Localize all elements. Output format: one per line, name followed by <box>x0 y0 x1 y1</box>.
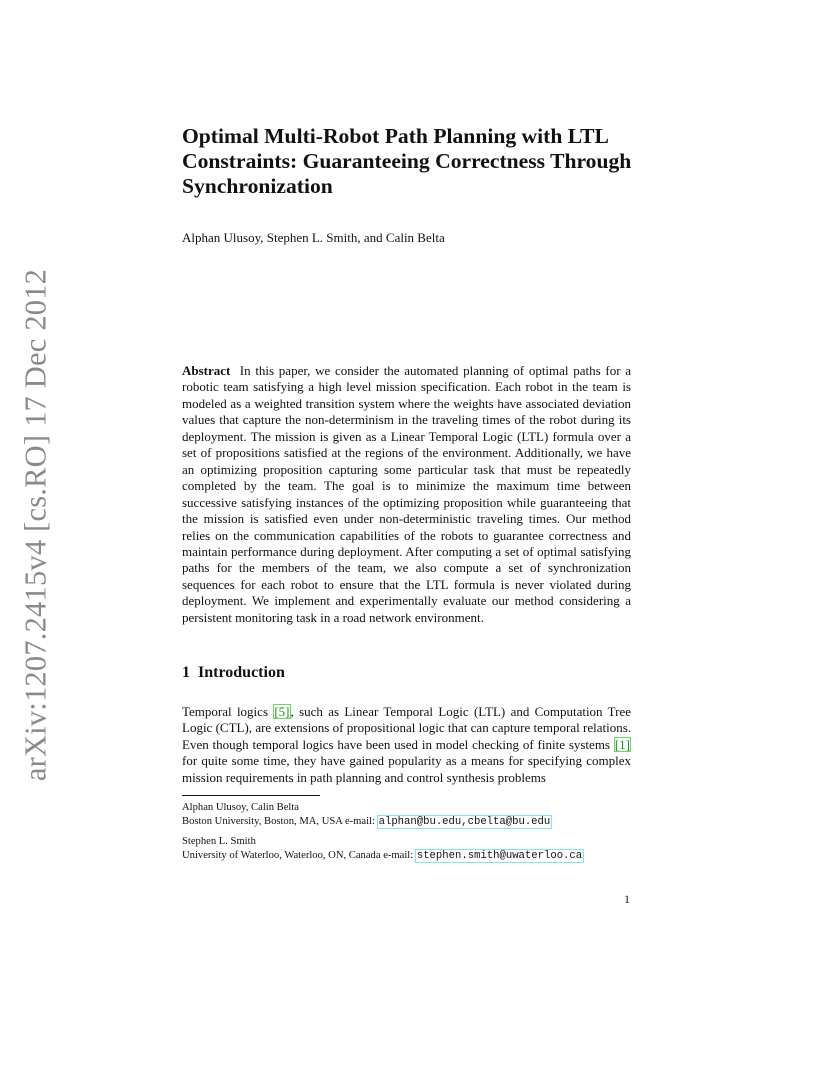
section-number: 1 <box>182 664 190 681</box>
author-list: Alphan Ulusoy, Stephen L. Smith, and Calin Belta <box>182 230 445 245</box>
footnote-affiliation-text: Boston University, Boston, MA, USA e-mail: <box>182 816 378 827</box>
intro-text-3: for quite some time, they have gained popularity as a means for specifying complex mission requirements in path planning and control synthesis problems <box>182 753 631 785</box>
footnote-divider <box>182 795 320 796</box>
email-link[interactable]: stephen.smith@uwaterloo.ca <box>416 850 583 862</box>
intro-text-1: Temporal logics <box>182 704 274 719</box>
page-number: 1 <box>624 892 630 906</box>
section-heading <box>182 664 285 682</box>
intro-paragraph <box>182 704 631 786</box>
citation-link[interactable]: [1] <box>614 736 630 752</box>
footnote-names: Stephen L. Smith <box>182 836 256 847</box>
footnote-affiliation <box>182 801 551 829</box>
email-link[interactable]: alphan@bu.edu,cbelta@bu.edu <box>378 816 551 828</box>
footnote-names: Alphan Ulusoy, Calin Belta <box>182 802 300 813</box>
footnote-affiliation-text: University of Waterloo, Waterloo, ON, Canada e-mail: <box>182 850 416 861</box>
footnote-affiliation <box>182 835 583 863</box>
arxiv-identifier-text: arXiv:1207.2415v4 [cs.RO] 17 Dec 2012 <box>18 268 53 782</box>
intro-text-2: , such as Linear Temporal Logic (LTL) and Computation Tree Logic (CTL), are extensions of propositional logic that can capture temporal relations. Even though temporal logics have been used in model checking of finite systems <box>182 704 631 752</box>
abstract-label: Abstract <box>182 363 231 378</box>
abstract-text: In this paper, we consider the automated planning of optimal paths for a robotic team satisfying a high level mission specification. Each robot in the team is modeled as a weighted transition system where the weights have associated deviation values that capture the non-determinism in the traveling times of the robot during its deployment. The mission is given as a Linear Temporal Logic (LTL) formula over a set of propositions satisfied at the regions of the environment. Additionally, we have an optimizing proposition capturing some particular task that must be repeatedly completed by the team. The goal is to minimize the maximum time between successive satisfying instances of the optimizing proposition while guaranteeing that the mission is satisfied even under non-deterministic traveling times. Our method relies on the communication capabilities of the robots to guarantee correctness and maintain performance during deployment. After computing a set of optimal satisfying paths for the members of the team, we also compute a set of synchronization sequences for each robot to ensure that the LTL formula is never violated during deployment. We implement and experimentally evaluate our method considering a persistent monitoring task in a road network environment. <box>182 363 631 625</box>
citation-link[interactable]: [5] <box>274 704 290 719</box>
abstract <box>182 363 631 626</box>
paper-title: Optimal Multi-Robot Path Planning with LTL Constraints: Guaranteeing Correctness Through Synchronization <box>182 124 632 198</box>
arxiv-identifier <box>16 268 56 782</box>
section-title: Introduction <box>198 664 285 681</box>
